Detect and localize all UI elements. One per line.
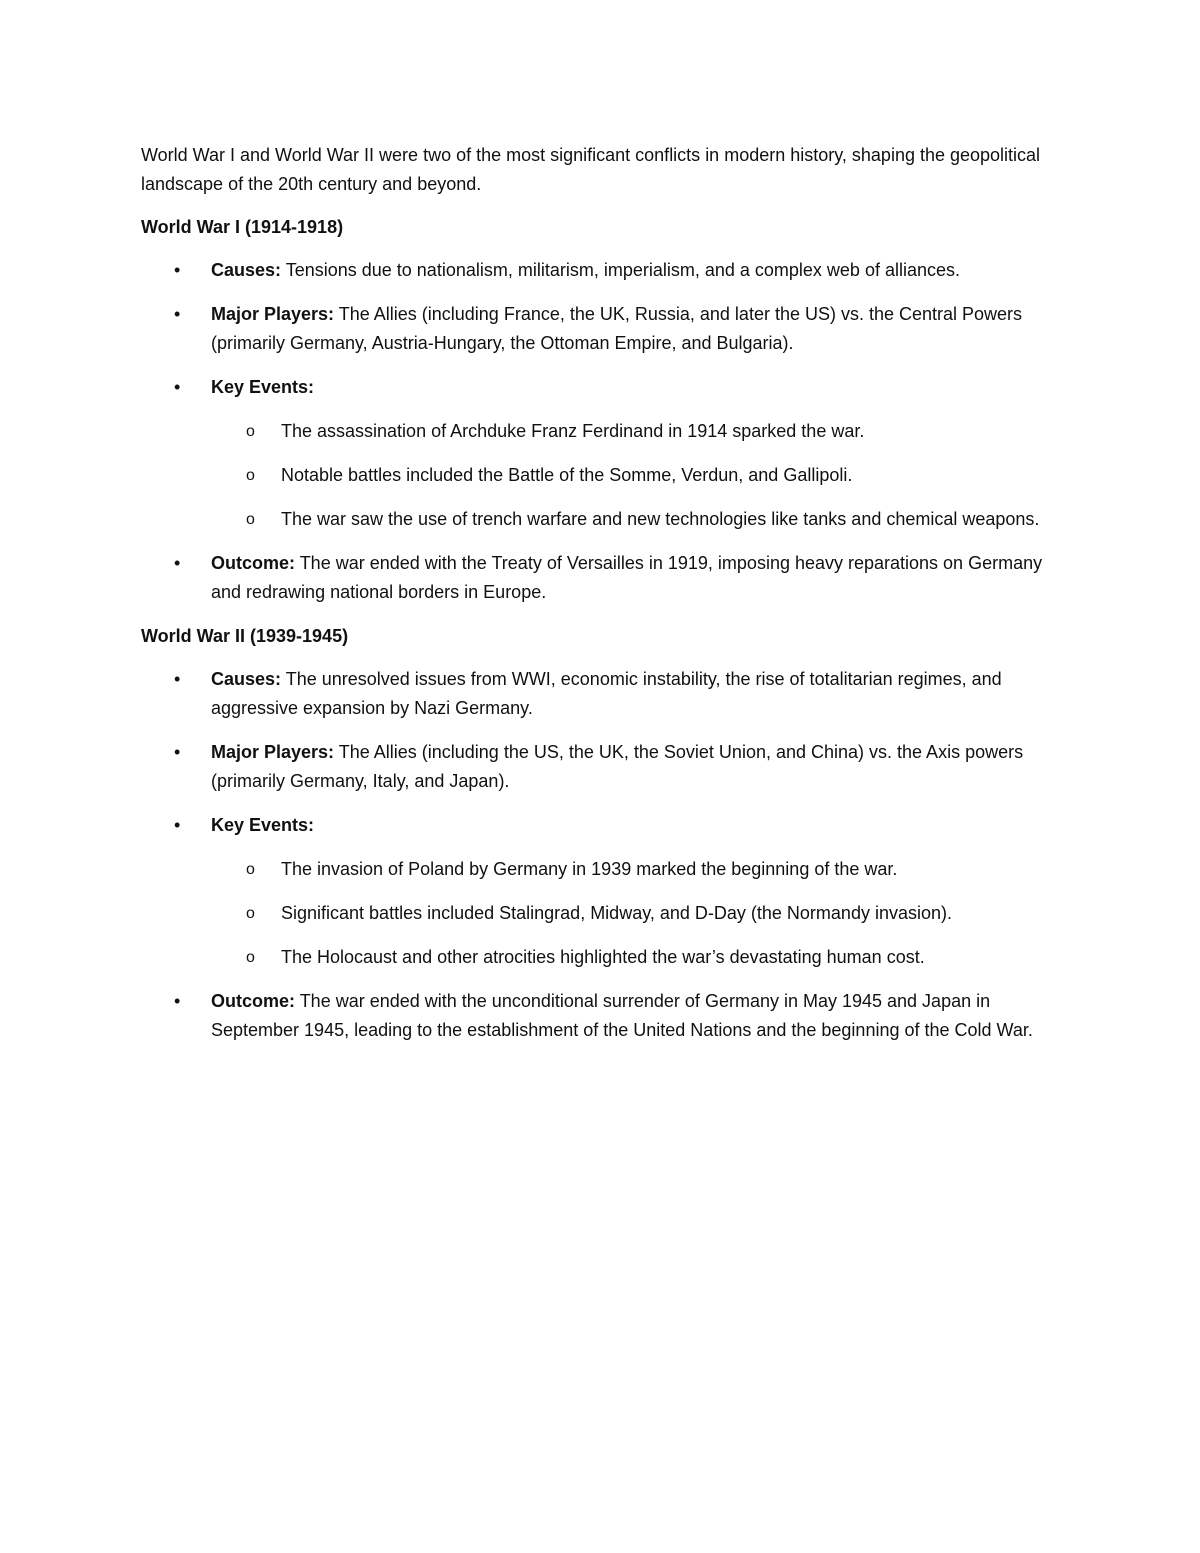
item-text: The war ended with the unconditional surrender of Germany in May 1945 and Japan in September 1945, leading to the establishment of the United Nations and the beginning of the Cold War. (211, 991, 1033, 1040)
item-text: The war ended with the Treaty of Versailles in 1919, imposing heavy reparations on Germany and redrawing national borders in Europe. (211, 553, 1043, 602)
sub-item-text: The assassination of Archduke Franz Ferdinand in 1914 sparked the war. (281, 421, 865, 441)
bullet-list (141, 256, 1061, 607)
bullet-icon: • (174, 815, 181, 835)
item-text: The Allies (including the US, the UK, the Soviet Union, and China) vs. the Axis powers (primarily Germany, Italy, and Japan). (211, 742, 1024, 791)
item-label: Major Players: (211, 304, 335, 324)
bullet-icon: • (174, 553, 181, 573)
list-item (141, 300, 1061, 358)
sub-item-text: The war saw the use of trench warfare and new technologies like tanks and chemical weapons. (281, 509, 1040, 529)
intro-paragraph: World War I and World War II were two of the most significant conflicts in modern history, shaping the geopolitical landscape of the 20th century and beyond. (141, 145, 1041, 194)
list-item (141, 811, 1061, 972)
item-label: Major Players: (211, 742, 335, 762)
item-text: Tensions due to nationalism, militarism, imperialism, and a complex web of alliances. (281, 260, 960, 280)
sub-bullet-icon: o (246, 905, 255, 922)
sub-list-item (211, 943, 1061, 972)
list-item (141, 373, 1061, 534)
item-label: Key Events: (211, 377, 315, 397)
item-label: Key Events: (211, 815, 315, 835)
document-body (141, 141, 1061, 1060)
list-item (141, 549, 1061, 607)
sub-item-text: The invasion of Poland by Germany in 1939 marked the beginning of the war. (281, 859, 898, 879)
list-item (141, 738, 1061, 796)
sub-bullet-icon: o (246, 423, 255, 440)
item-text: The unresolved issues from WWI, economic instability, the rise of totalitarian regimes, and aggressive expansion by Nazi Germany. (211, 669, 1002, 718)
bullet-icon: • (174, 669, 181, 689)
item-label: Causes: (211, 669, 282, 689)
sub-bullet-icon: o (246, 511, 255, 528)
bullet-list (141, 665, 1061, 1045)
sub-bullet-icon: o (246, 861, 255, 878)
sub-list-item (211, 899, 1061, 928)
sub-item-text: Notable battles included the Battle of the Somme, Verdun, and Gallipoli. (281, 465, 853, 485)
sub-list (211, 855, 1061, 972)
sub-list-item (211, 855, 1061, 884)
sub-list-item (211, 461, 1061, 490)
bullet-icon: • (174, 377, 181, 397)
bullet-icon: • (174, 260, 181, 280)
item-label: Outcome: (211, 991, 296, 1011)
sub-bullet-icon: o (246, 949, 255, 966)
section-heading: World War I (1914-1918) (141, 217, 344, 237)
sub-bullet-icon: o (246, 467, 255, 484)
bullet-icon: • (174, 304, 181, 324)
sub-list-item (211, 417, 1061, 446)
bullet-icon: • (174, 991, 181, 1011)
sub-item-text: The Holocaust and other atrocities highlighted the war’s devastating human cost. (281, 947, 925, 967)
item-label: Causes: (211, 260, 282, 280)
item-label: Outcome: (211, 553, 296, 573)
item-text: The Allies (including France, the UK, Russia, and later the US) vs. the Central Powers (primarily Germany, Austria-Hungary, the Ottoman Empire, and Bulgaria). (211, 304, 1023, 353)
list-item (141, 987, 1061, 1045)
sub-item-text: Significant battles included Stalingrad, Midway, and D-Day (the Normandy invasion). (281, 903, 952, 923)
section-heading: World War II (1939-1945) (141, 626, 349, 646)
section-ww2 (141, 622, 1061, 1045)
sub-list-item (211, 505, 1061, 534)
sub-list (211, 417, 1061, 534)
bullet-icon: • (174, 742, 181, 762)
section-ww1 (141, 213, 1061, 607)
list-item (141, 256, 1061, 285)
list-item (141, 665, 1061, 723)
